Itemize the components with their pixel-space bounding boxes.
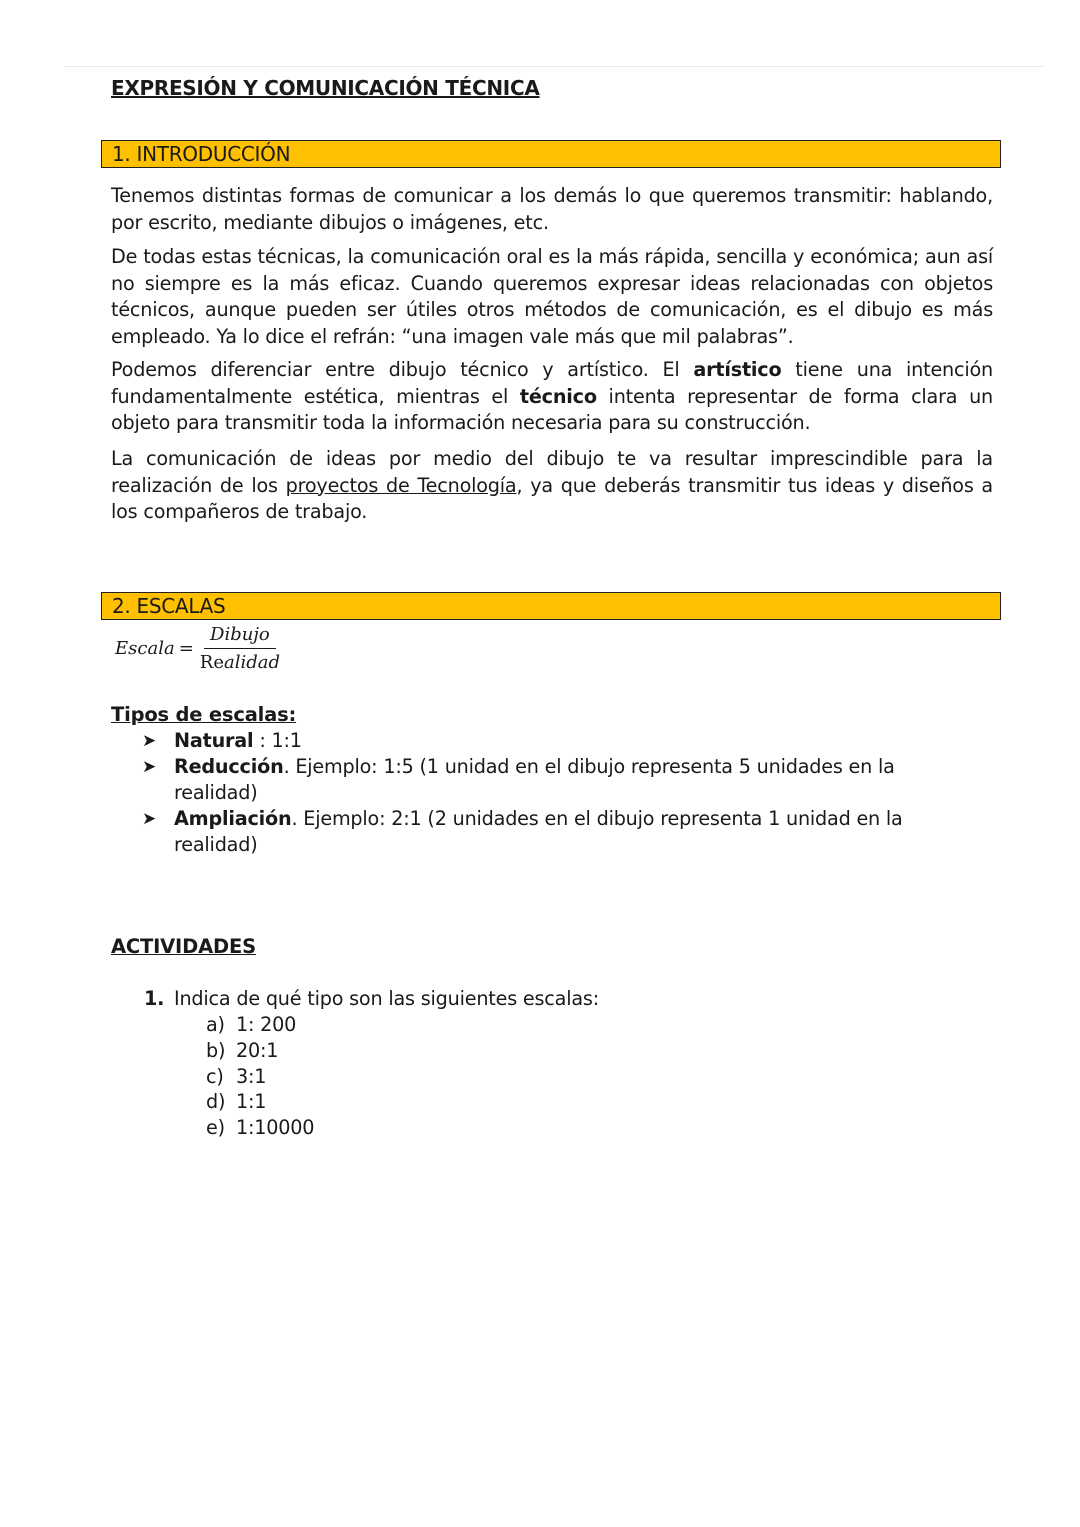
option-value: 3:1 [236,1064,267,1088]
formula-equals: = [178,638,194,659]
list-item [142,806,942,858]
intro-paragraph-2: De todas estas técnicas, la comunicación oral es la más rápida, sencilla y económica; aun así no siempre es la más eficaz. Cuando queremos expresar ideas relacionadas con objetos técnicos, aunque pueden ser útiles otros métodos de comunicación, es el dibujo es más empleado. Ya lo dice el refrán: “una imagen vale más que mil palabras”. [111,245,993,348]
question-number: 1. [144,987,165,1010]
option-letter: d) [206,1090,226,1114]
option-letter: c) [206,1064,224,1088]
option-letter: e) [206,1116,225,1140]
formula-lhs: Escala [115,638,175,659]
question-options [206,1012,314,1141]
formula-numerator: Dibujo [204,624,276,649]
intro-paragraph-1: Tenemos distintas formas de comunicar a los demás lo que queremos transmitir: hablando, por escrito, mediante dibujos o imágenes, etc. [111,184,993,234]
scale-type-name: Reducción [174,755,284,778]
section-heading-introduccion: 1. INTRODUCCIÓN [101,140,1001,168]
underlined-term-proyectos: proyectos de Tecnología [285,473,517,497]
list-item [142,728,942,754]
document-title: EXPRESIÓN Y COMUNICACIÓN TÉCNICA [111,76,540,100]
bold-term-tecnico: técnico [519,384,597,408]
section-heading-escalas: 2. ESCALAS [101,592,1001,620]
bold-term-artistico: artístico [693,358,782,381]
text-run: La comunicación de ideas por medio del dibujo te va resultar imprescindible para la realización de los [111,447,993,497]
text-run: tiene una intención fundamentalmente estética, mientras el [111,358,993,408]
scale-type-desc: . Ejemplo: 1:5 (1 unidad en el dibujo representa 5 unidades en la realidad) [174,755,895,804]
text-run: intenta representar de forma clara un objeto para transmitir toda la información necesaria para su construcción. [111,384,994,434]
question-text: Indica de qué tipo son las siguientes escalas: [174,987,599,1010]
denominator-part-b: alidad [224,652,281,673]
list-item [206,1038,314,1064]
scale-type-desc: : 1:1 [253,729,302,752]
formula-fraction [200,624,280,673]
scale-type-name: Natural [174,729,254,752]
scale-formula [115,624,280,673]
intro-paragraph-3 [111,357,993,437]
option-value: 20:1 [236,1038,279,1062]
list-item [142,754,942,806]
list-item [206,1064,314,1090]
formula-denominator [200,649,280,673]
list-item [206,1115,314,1141]
page-top-divider [64,66,1044,67]
list-item [206,1089,314,1115]
arrowhead-icon: ➤ [142,757,157,777]
intro-paragraph-4 [111,446,993,526]
list-item [206,1012,314,1038]
activities-heading: ACTIVIDADES [111,935,256,958]
scale-types-list [142,728,942,858]
scale-type-name: Ampliación [174,807,292,830]
text-run: Podemos diferenciar entre dibujo técnico y artístico. El [111,358,694,381]
option-value: 1:10000 [236,1116,315,1140]
arrowhead-icon: ➤ [142,809,157,829]
scale-type-desc: . Ejemplo: 2:1 (2 unidades en el dibujo representa 1 unidad en la realidad) [174,807,903,856]
activity-question-1 [144,986,599,1012]
option-value: 1: 200 [236,1013,297,1036]
scale-types-heading: Tipos de escalas: [111,703,297,726]
option-value: 1:1 [236,1090,267,1114]
option-letter: b) [206,1038,226,1062]
denominator-part-a: Re [199,652,224,673]
arrowhead-icon: ➤ [142,731,157,751]
option-letter: a) [206,1013,225,1036]
text-run: , ya que deberás transmitir tus ideas y diseños a los compañeros de trabajo. [111,473,993,523]
